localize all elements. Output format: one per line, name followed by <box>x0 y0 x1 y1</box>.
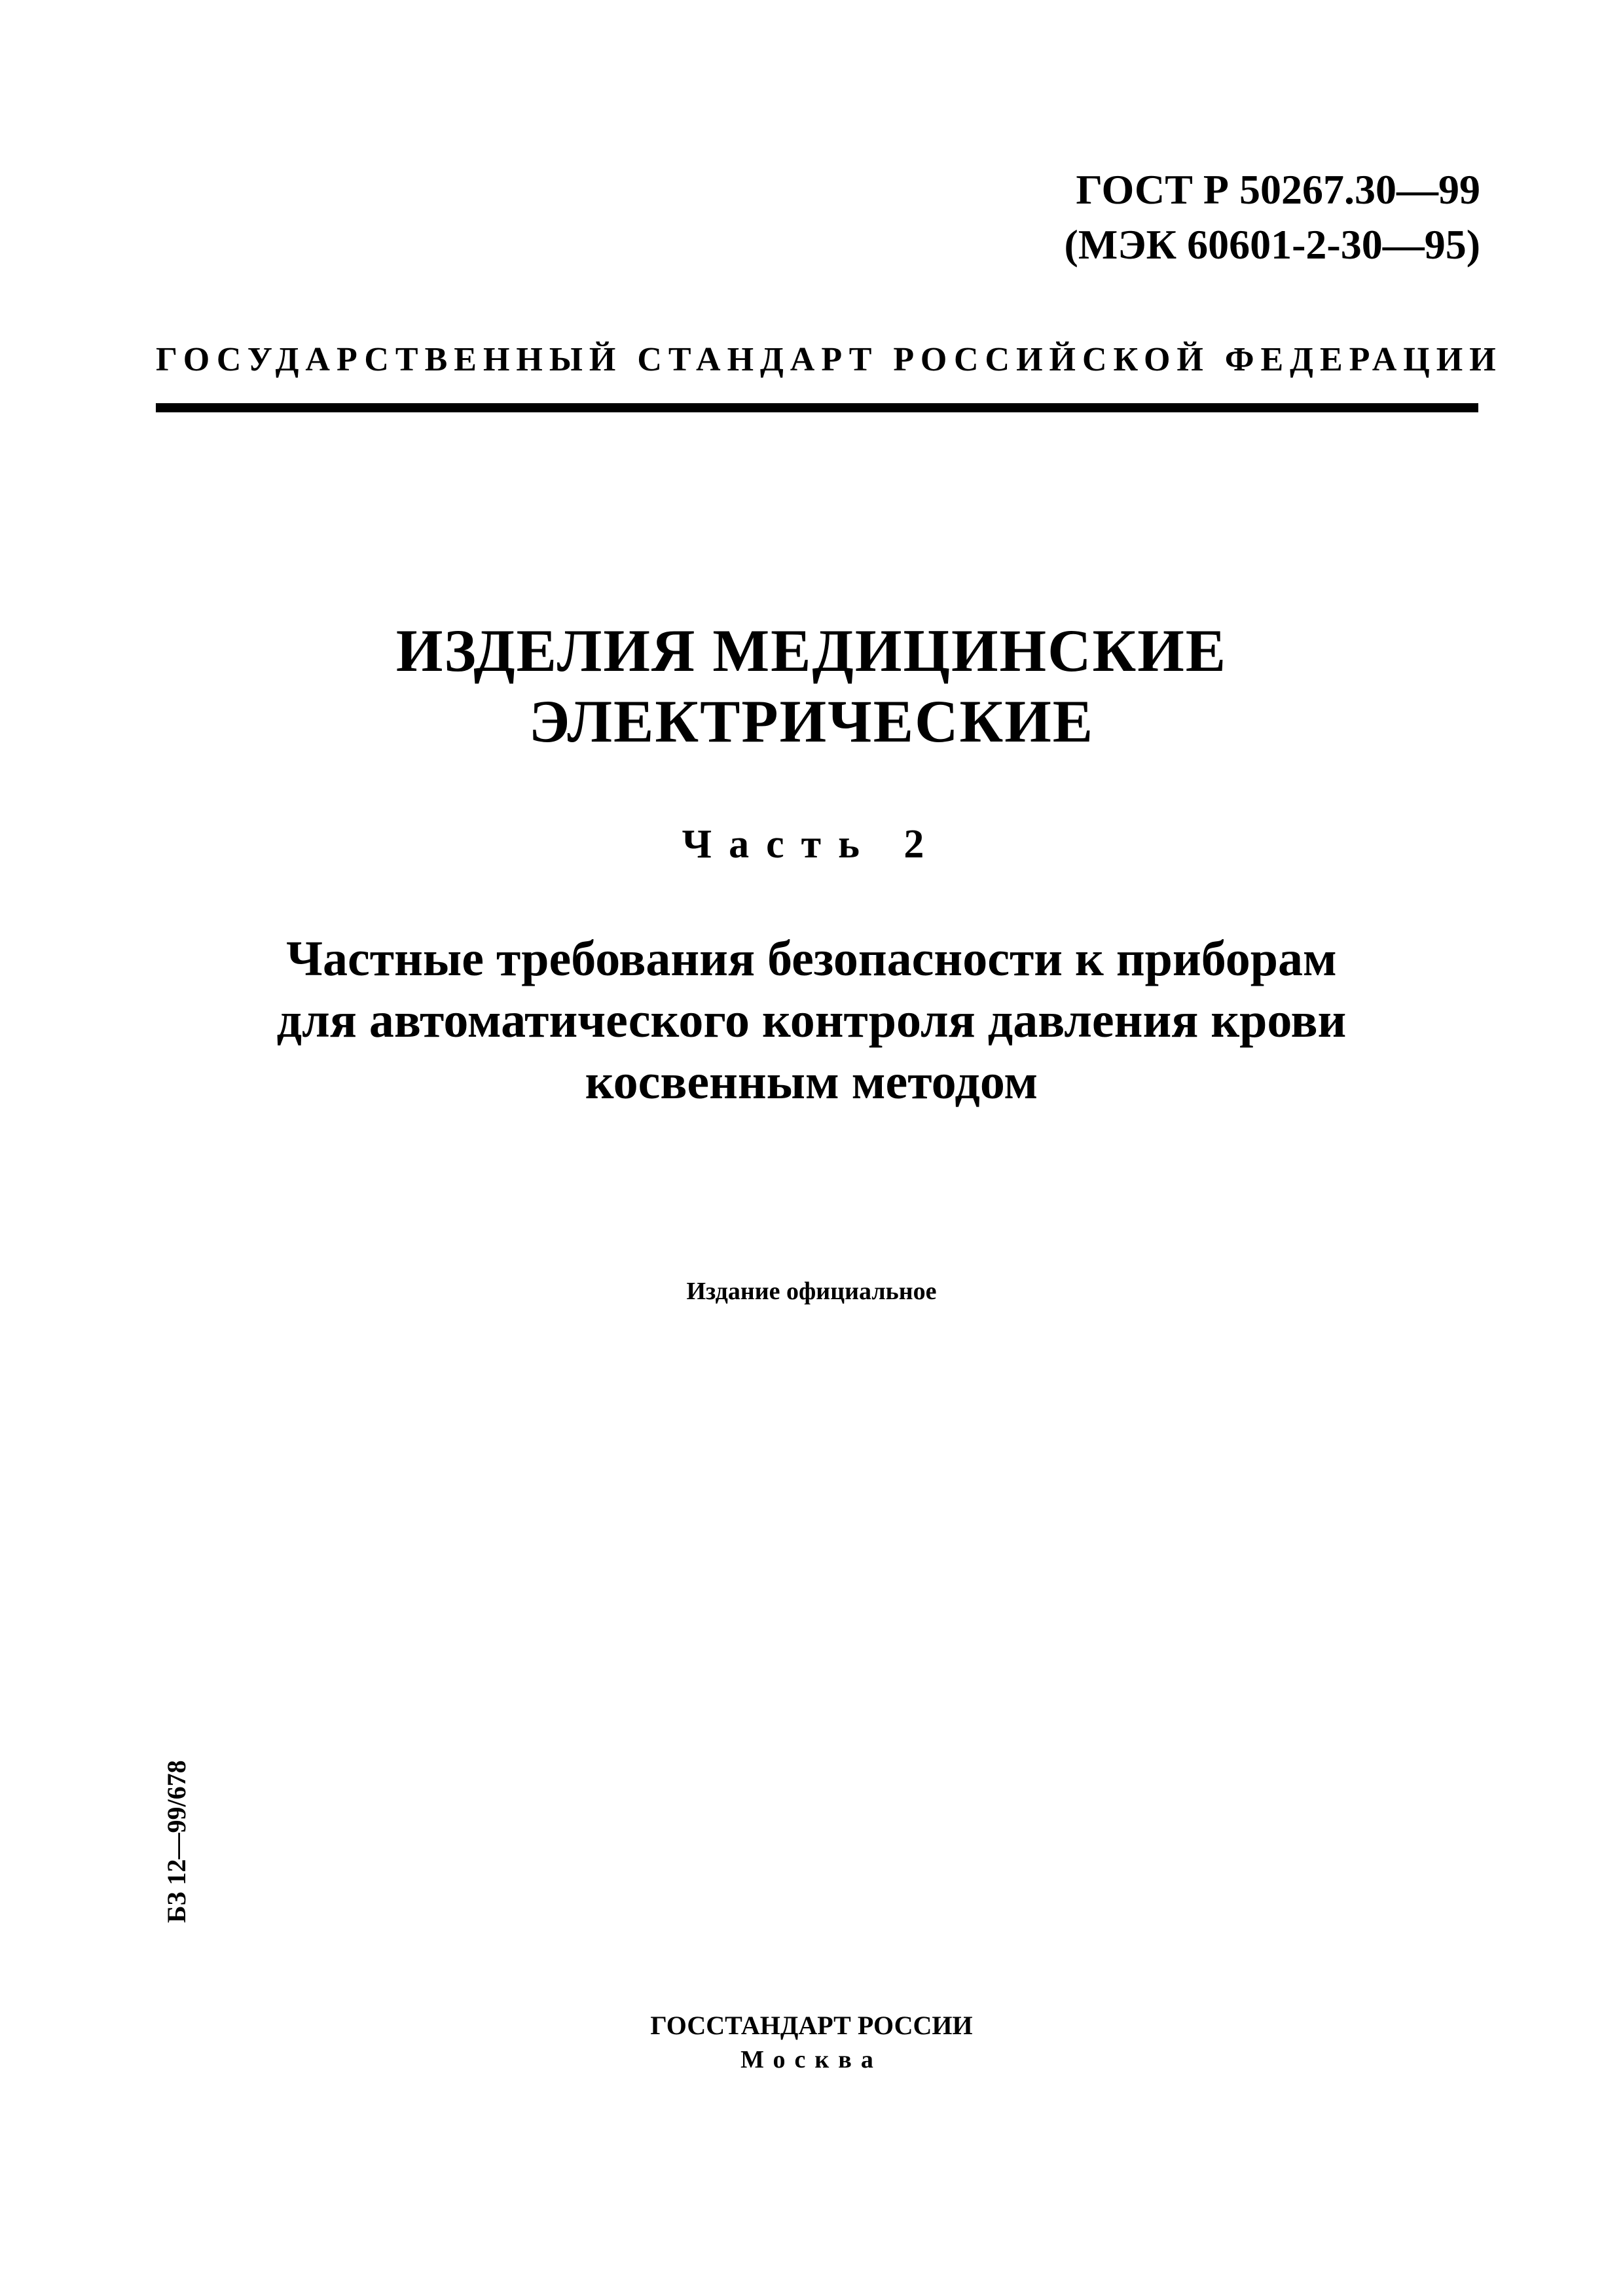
document-title <box>0 615 1623 757</box>
iec-number: (МЭК 60601-2-30—95) <box>1064 221 1480 268</box>
publisher-city: Москва <box>740 2046 883 2073</box>
subtitle-line-1: Частные требования безопасности к приборам <box>286 931 1337 986</box>
subtitle-line-3: косвенным методом <box>585 1054 1038 1109</box>
subtitle-line-2: для автоматического контроля давления крови <box>276 993 1347 1048</box>
gost-number: ГОСТ Р 50267.30—99 <box>1076 166 1480 213</box>
state-standard-heading: ГОСУДАРСТВЕННЫЙ СТАНДАРТ РОССИЙСКОЙ ФЕДЕРАЦИИ <box>156 341 1503 378</box>
standard-number-block <box>1065 162 1480 272</box>
publisher: ГОССТАНДАРТ РОССИИ <box>650 2011 973 2040</box>
edition-note: Издание официальное <box>686 1278 937 1305</box>
part-label: Часть 2 <box>682 822 941 867</box>
side-catalog-code: БЗ 12—99/678 <box>162 1760 191 1923</box>
title-line-2: ЭЛЕКТРИЧЕСКИЕ <box>528 688 1095 755</box>
document-subtitle <box>0 928 1623 1113</box>
heading-rule <box>156 403 1478 412</box>
title-line-1: ИЗДЕЛИЯ МЕДИЦИНСКИЕ <box>395 617 1228 684</box>
